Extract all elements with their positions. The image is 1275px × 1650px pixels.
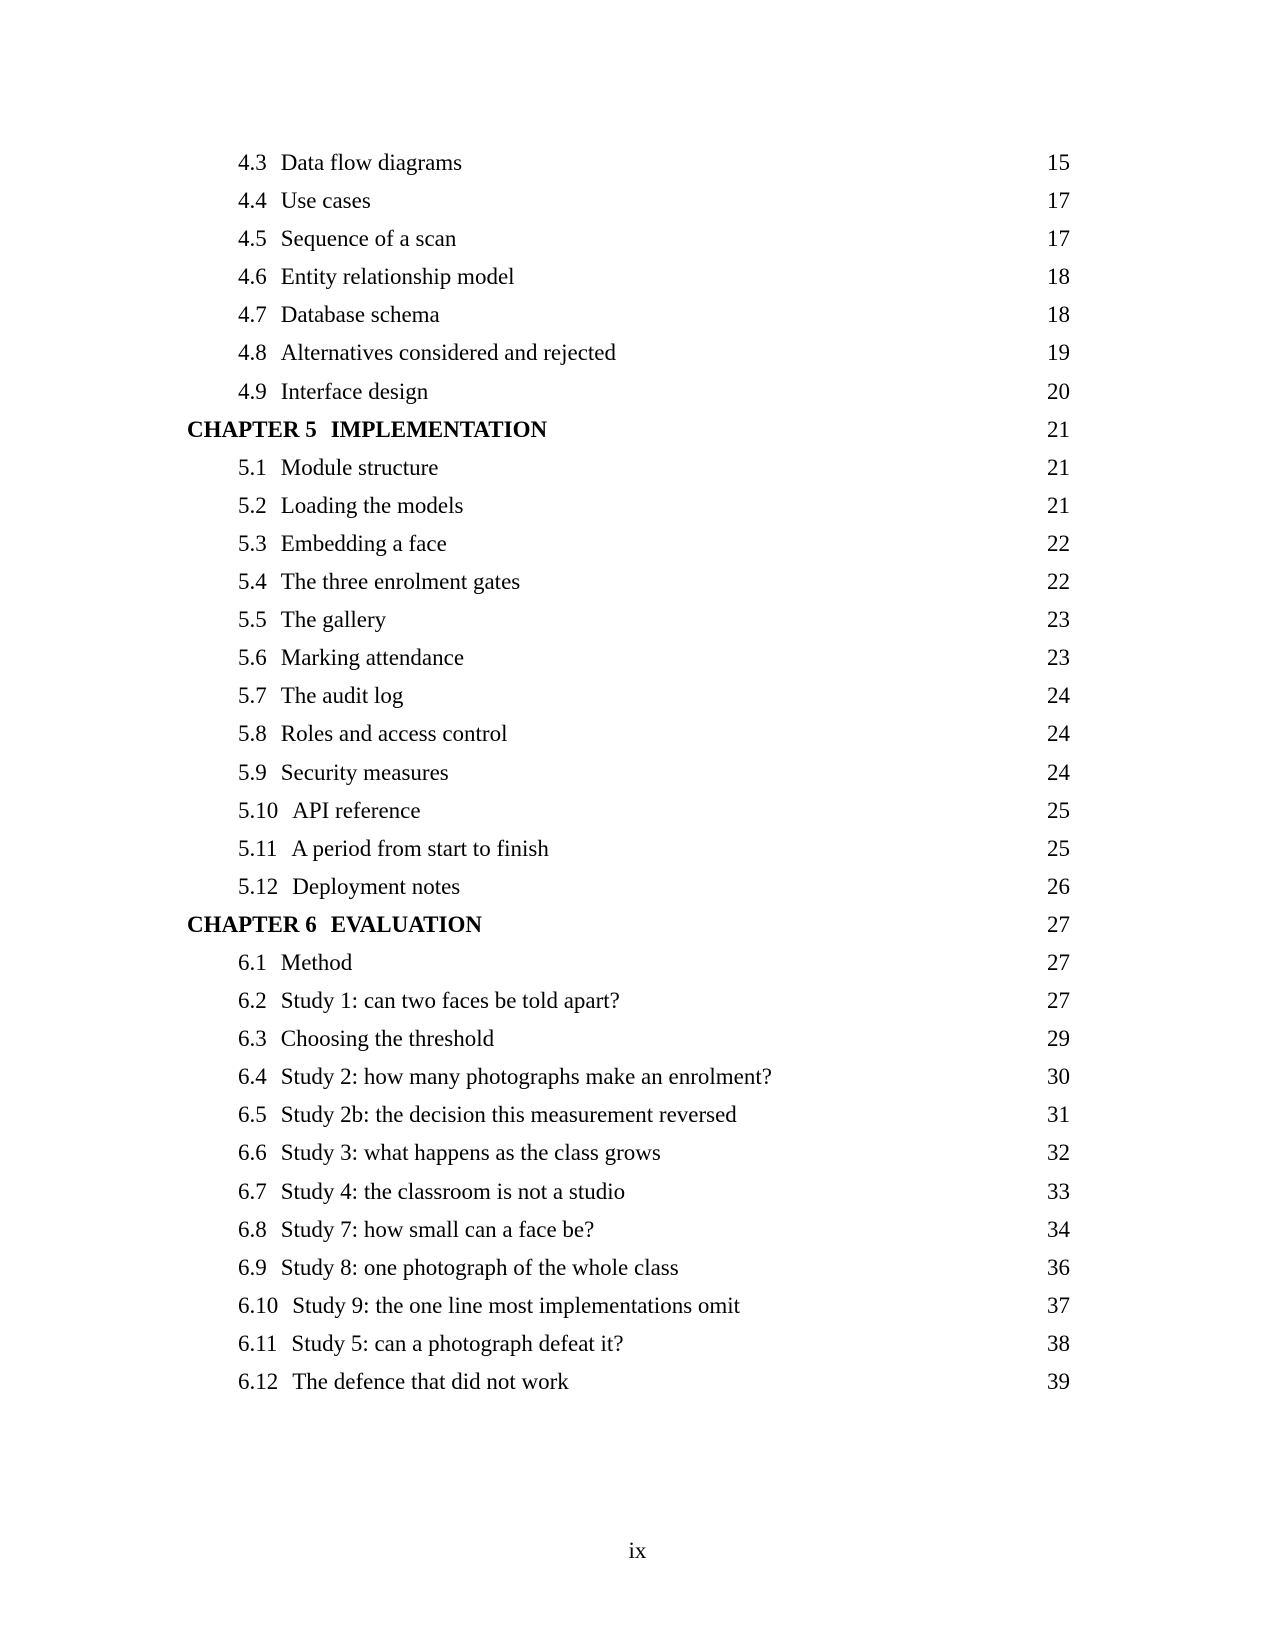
section-title: The audit log xyxy=(280,683,404,709)
toc-section-row xyxy=(0,296,1275,334)
section-title: Deployment notes xyxy=(292,873,461,899)
toc-section-row xyxy=(0,563,1275,601)
toc-section-row xyxy=(0,449,1275,487)
chapter-title: EVALUATION xyxy=(330,911,482,937)
section-title: The defence that did not work xyxy=(292,1369,569,1394)
section-title: Sequence of a scan xyxy=(280,226,457,252)
toc-entry xyxy=(187,906,482,944)
toc-entry xyxy=(238,334,616,372)
toc-entry xyxy=(238,182,371,220)
toc-section-row xyxy=(0,639,1275,677)
section-title: Method xyxy=(280,949,353,975)
section-number: 4.9 xyxy=(238,378,267,404)
toc-entry xyxy=(238,944,352,982)
toc-section-row xyxy=(0,754,1275,792)
toc-entry xyxy=(238,1058,772,1096)
toc-page-number: 18 xyxy=(1047,264,1070,290)
toc-section-row xyxy=(0,525,1275,563)
section-title: Entity relationship model xyxy=(280,264,515,290)
toc-entry xyxy=(238,1287,740,1325)
section-number: 6.8 xyxy=(238,1216,267,1242)
toc-section-row xyxy=(0,601,1275,639)
section-number: 6.7 xyxy=(238,1178,267,1204)
toc-page-number: 29 xyxy=(1047,1026,1070,1052)
section-number: 6.9 xyxy=(238,1254,267,1280)
toc-page-number: 38 xyxy=(1047,1330,1070,1356)
toc-entry xyxy=(238,1020,494,1058)
toc-section-row xyxy=(0,792,1275,830)
toc-page-number: 23 xyxy=(1047,645,1070,671)
chapter-number: CHAPTER 6 xyxy=(187,911,317,937)
toc-entry xyxy=(187,411,547,449)
toc-entry xyxy=(238,525,447,563)
section-title: Security measures xyxy=(280,759,449,785)
section-number: 6.11 xyxy=(238,1330,278,1356)
toc-entry xyxy=(238,601,386,639)
toc-entry xyxy=(238,677,403,715)
toc-section-row xyxy=(0,144,1275,182)
toc-page-number: 20 xyxy=(1047,378,1070,404)
section-number: 5.8 xyxy=(238,721,267,747)
toc-page-number: 17 xyxy=(1047,188,1070,214)
section-number: 5.6 xyxy=(238,645,267,671)
toc-page-number: 17 xyxy=(1047,226,1070,252)
toc-entry xyxy=(238,1325,624,1363)
section-number: 5.1 xyxy=(238,454,267,480)
toc-page-number: 23 xyxy=(1047,607,1070,633)
section-number: 5.12 xyxy=(238,873,279,899)
toc-entry xyxy=(238,830,549,868)
toc-entry xyxy=(238,792,421,830)
toc-entry xyxy=(238,1249,679,1287)
section-title: Study 7: how small can a face be? xyxy=(280,1216,595,1242)
section-number: 5.7 xyxy=(238,683,267,709)
toc-section-row xyxy=(0,1211,1275,1249)
section-title: Study 2b: the decision this measurement reversed xyxy=(280,1102,737,1128)
toc-entry xyxy=(238,1173,625,1211)
chapter-number: CHAPTER 5 xyxy=(187,416,317,442)
toc-entry xyxy=(238,754,449,792)
toc-entry xyxy=(238,296,440,334)
toc-section-row xyxy=(0,830,1275,868)
toc-entry xyxy=(238,1134,661,1172)
section-number: 6.10 xyxy=(238,1292,279,1318)
toc-entry xyxy=(238,982,620,1020)
toc-page-number: 25 xyxy=(1047,835,1070,861)
toc-page-number: 39 xyxy=(1047,1369,1070,1394)
page-number: ix xyxy=(628,1538,647,1563)
section-number: 6.12 xyxy=(238,1369,279,1394)
section-title: Interface design xyxy=(280,378,429,404)
toc-page-number: 27 xyxy=(1047,911,1070,937)
section-number: 5.9 xyxy=(238,759,267,785)
toc-page-number: 22 xyxy=(1047,569,1070,595)
toc-page-number: 32 xyxy=(1047,1140,1070,1166)
section-number: 6.6 xyxy=(238,1140,267,1166)
toc-page-number: 37 xyxy=(1047,1292,1070,1318)
section-number: 5.4 xyxy=(238,569,267,595)
toc-section-row xyxy=(0,258,1275,296)
toc-entry xyxy=(238,144,462,182)
toc-section-row xyxy=(0,1134,1275,1172)
toc-section-row xyxy=(0,1173,1275,1211)
section-title: Roles and access control xyxy=(280,721,508,747)
section-number: 6.3 xyxy=(238,1026,267,1052)
section-number: 6.2 xyxy=(238,988,267,1014)
toc-section-row xyxy=(0,1058,1275,1096)
toc-section-row xyxy=(0,487,1275,525)
toc-page-number: 31 xyxy=(1047,1102,1070,1128)
toc-page-number: 19 xyxy=(1047,340,1070,366)
toc-page-number: 24 xyxy=(1047,721,1070,747)
toc-section-row xyxy=(0,334,1275,372)
section-title: Study 3: what happens as the class grows xyxy=(280,1140,661,1166)
section-title: Study 1: can two faces be told apart? xyxy=(280,988,620,1014)
toc-section-row xyxy=(0,1096,1275,1134)
section-title: Use cases xyxy=(280,188,371,214)
toc-page-number: 24 xyxy=(1047,683,1070,709)
toc-entry xyxy=(238,639,464,677)
toc-page-number: 27 xyxy=(1047,988,1070,1014)
toc-page-number: 30 xyxy=(1047,1064,1070,1090)
toc-entry xyxy=(238,715,507,753)
toc-section-row xyxy=(0,182,1275,220)
toc-page-number: 21 xyxy=(1047,454,1070,480)
section-title: The three enrolment gates xyxy=(280,569,521,595)
toc-page-number: 15 xyxy=(1047,150,1070,175)
toc-section-row xyxy=(0,1363,1275,1401)
section-number: 6.4 xyxy=(238,1064,267,1090)
toc-page-number: 25 xyxy=(1047,797,1070,823)
section-number: 4.4 xyxy=(238,188,267,214)
toc-section-row xyxy=(0,1287,1275,1325)
section-number: 4.8 xyxy=(238,340,267,366)
section-number: 6.1 xyxy=(238,949,267,975)
toc-section-row xyxy=(0,220,1275,258)
toc-section-row xyxy=(0,373,1275,411)
toc-page-number: 36 xyxy=(1047,1254,1070,1280)
section-number: 6.5 xyxy=(238,1102,267,1128)
section-title: A period from start to finish xyxy=(291,835,549,861)
toc-page-number: 34 xyxy=(1047,1216,1070,1242)
section-number: 5.2 xyxy=(238,492,267,518)
section-number: 5.3 xyxy=(238,530,267,556)
section-title: Module structure xyxy=(280,454,439,480)
toc-entry xyxy=(238,1096,737,1134)
toc-page-number: 18 xyxy=(1047,302,1070,328)
toc-section-row xyxy=(0,677,1275,715)
toc-chapter-row xyxy=(0,411,1275,449)
toc-chapter-row xyxy=(0,906,1275,944)
toc-entry xyxy=(238,449,439,487)
toc-page-number: 22 xyxy=(1047,530,1070,556)
toc-entry xyxy=(238,1211,594,1249)
section-title: Data flow diagrams xyxy=(280,150,463,175)
toc-section-row xyxy=(0,1325,1275,1363)
toc-section-row xyxy=(0,868,1275,906)
toc-entry xyxy=(238,868,460,906)
section-number: 4.5 xyxy=(238,226,267,252)
section-title: Study 9: the one line most implementations omit xyxy=(292,1292,741,1318)
section-number: 4.7 xyxy=(238,302,267,328)
toc-page-number: 26 xyxy=(1047,873,1070,899)
toc-page-number: 27 xyxy=(1047,949,1070,975)
chapter-title: IMPLEMENTATION xyxy=(330,416,548,442)
section-title: Loading the models xyxy=(280,492,464,518)
section-title: Alternatives considered and rejected xyxy=(280,340,617,366)
toc-section-row xyxy=(0,944,1275,982)
section-number: 5.5 xyxy=(238,607,267,633)
section-title: API reference xyxy=(292,797,421,823)
toc-page-number: 21 xyxy=(1047,416,1070,442)
toc-page-number: 33 xyxy=(1047,1178,1070,1204)
toc-entry xyxy=(238,258,515,296)
section-number: 4.3 xyxy=(238,150,267,175)
section-title: Study 4: the classroom is not a studio xyxy=(280,1178,626,1204)
section-title: Database schema xyxy=(280,302,440,328)
section-title: Choosing the threshold xyxy=(280,1026,495,1052)
toc-entry xyxy=(238,220,456,258)
toc-section-row xyxy=(0,715,1275,753)
section-title: The gallery xyxy=(280,607,387,633)
toc-entry xyxy=(238,373,428,411)
section-title: Study 5: can a photograph defeat it? xyxy=(291,1330,624,1356)
section-number: 5.11 xyxy=(238,835,278,861)
section-title: Marking attendance xyxy=(280,645,465,671)
toc-entry xyxy=(238,1363,569,1401)
toc-section-row xyxy=(0,1020,1275,1058)
toc-entry xyxy=(238,487,463,525)
section-title: Study 8: one photograph of the whole class xyxy=(280,1254,679,1280)
section-title: Embedding a face xyxy=(280,530,447,556)
toc-section-row xyxy=(0,1249,1275,1287)
toc-section-row xyxy=(0,982,1275,1020)
toc-page-number: 24 xyxy=(1047,759,1070,785)
toc-entry xyxy=(238,563,520,601)
table-of-contents xyxy=(0,144,1275,1401)
section-number: 4.6 xyxy=(238,264,267,290)
toc-page-number: 21 xyxy=(1047,492,1070,518)
section-title: Study 2: how many photographs make an enrolment? xyxy=(280,1064,772,1090)
section-number: 5.10 xyxy=(238,797,279,823)
